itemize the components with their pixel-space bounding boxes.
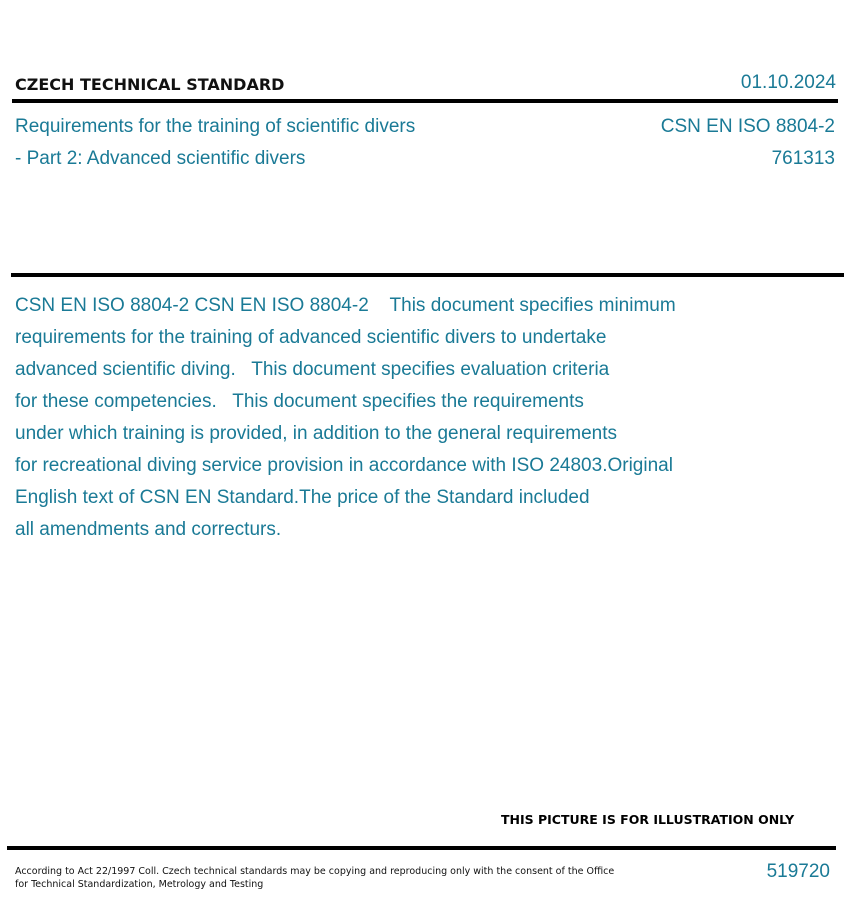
- header-divider: [12, 99, 838, 103]
- abstract-line: for these competencies. This document specifies the requirements: [15, 391, 584, 412]
- abstract-line: for recreational diving service provision in accordance with ISO 24803.Original: [15, 455, 673, 476]
- abstract-text: [15, 290, 845, 546]
- abstract-line: under which training is provided, in addition to the general requirements: [15, 423, 618, 444]
- abstract-line: advanced scientific diving. This document specifies evaluation criteria: [15, 359, 610, 380]
- document-type-heading: CZECH TECHNICAL STANDARD: [15, 75, 285, 94]
- classification-number: 761313: [771, 148, 835, 169]
- abstract-line: English text of CSN EN Standard.The price of the Standard included: [15, 487, 590, 508]
- legal-notice-line: According to Act 22/1997 Coll. Czech technical standards may be copying and reproducing only with the consent of the Office: [15, 866, 615, 877]
- footer-divider: [7, 846, 836, 850]
- standard-title-line-1: Requirements for the training of scientific divers: [15, 116, 416, 137]
- abstract-line: requirements for the training of advanced scientific divers to undertake: [15, 327, 607, 348]
- legal-notice-line: for Technical Standardization, Metrology and Testing: [15, 879, 264, 890]
- legal-notice: [15, 865, 614, 891]
- abstract-line: all amendments and correcturs.: [15, 519, 282, 540]
- standard-designation: CSN EN ISO 8804-2: [660, 116, 835, 137]
- publication-date: 01.10.2024: [740, 72, 836, 93]
- standard-title-line-2: - Part 2: Advanced scientific divers: [15, 148, 306, 169]
- section-divider: [11, 273, 844, 277]
- abstract-line: CSN EN ISO 8804-2 CSN EN ISO 8804-2 This document specifies minimum: [15, 295, 676, 316]
- illustration-disclaimer: THIS PICTURE IS FOR ILLUSTRATION ONLY: [501, 812, 795, 827]
- catalog-number: 519720: [766, 861, 830, 882]
